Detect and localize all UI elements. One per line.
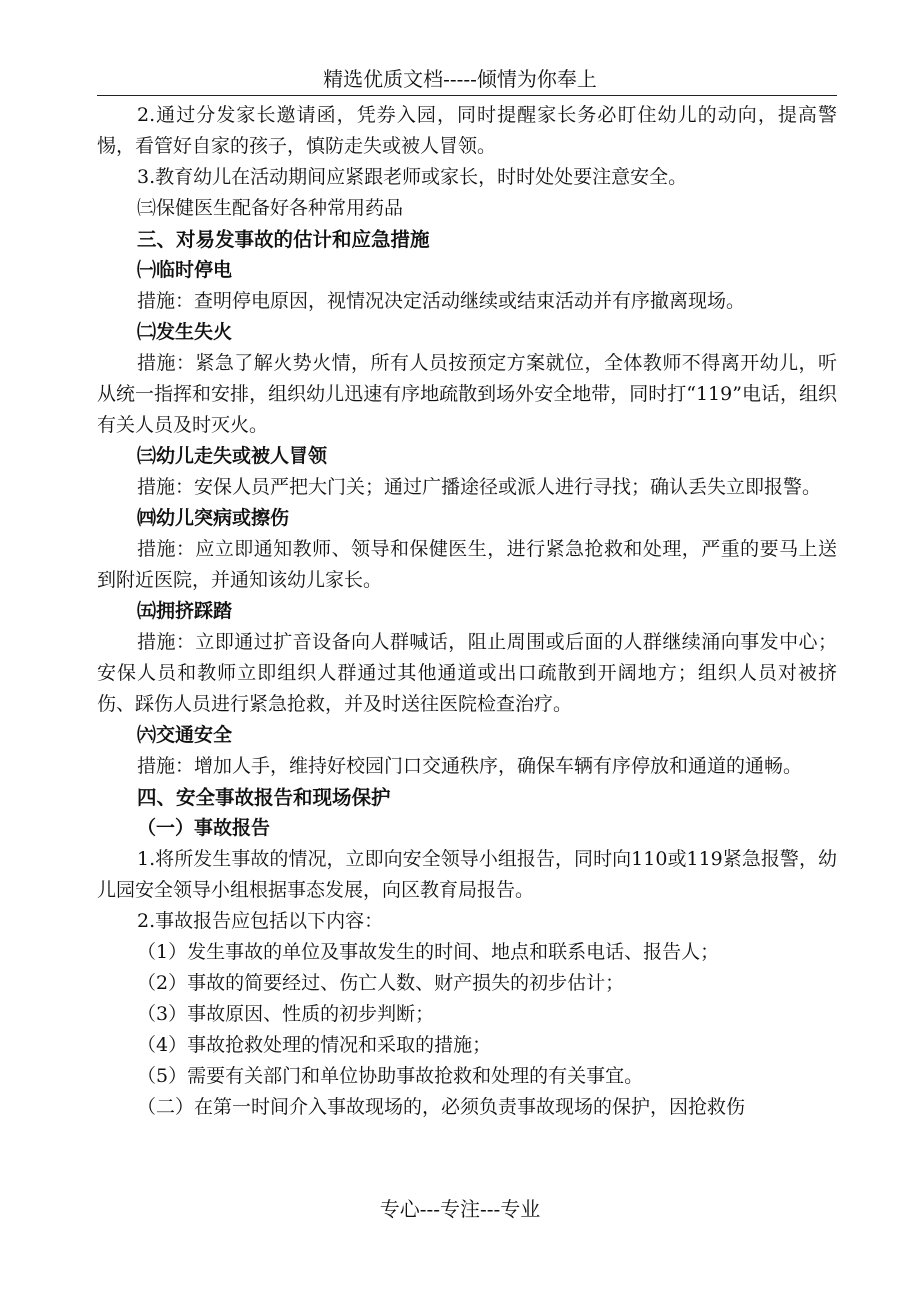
- paragraph: 2.事故报告应包括以下内容：: [137, 910, 384, 932]
- section-heading-3: 三、对易发事故的估计和应急措施: [137, 228, 430, 251]
- header-divider: [97, 95, 837, 96]
- measure-paragraph: 措施：查明停电原因，视情况决定活动继续或结束活动并有序撤离现场。: [137, 290, 746, 312]
- measure-paragraph: 措施：安保人员严把大门关；通过广播途径或派人进行寻找；确认丢失立即报警。: [137, 476, 822, 498]
- subsection-title: ㈡发生失火: [137, 321, 233, 343]
- list-item: （1）发生事故的单位及事故发生的时间、地点和联系电话、报告人；: [137, 941, 720, 963]
- subsection-title: ㈠临时停电: [137, 259, 233, 281]
- measure-paragraph: 措施：增加人手，维持好校园门口交通秩序，确保车辆有序停放和通道的通畅。: [137, 755, 803, 777]
- list-item: （5）需要有关部门和单位协助事故抢救和处理的有关事宜。: [137, 1065, 644, 1087]
- paragraph: 3.教育幼儿在活动期间应紧跟老师或家长，时时处处要注意安全。: [137, 166, 688, 188]
- measure-paragraph: 措施：紧急了解火势火情，所有人员按预定方案就位，全体教师不得离开幼儿，听从统一指挥和安排，组织幼儿迅速有序地疏散到场外安全地带，同时打“119”电话，组织有关人员及时灭火。: [97, 352, 837, 436]
- paragraph: 2.通过分发家长邀请函，凭券入园，同时提醒家长务必盯住幼儿的动向，提高警惕，看管好自家的孩子，慎防走失或被人冒领。: [97, 104, 837, 157]
- list-item: （3）事故原因、性质的初步判断；: [137, 1003, 435, 1025]
- list-item: （2）事故的简要经过、伤亡人数、财产损失的初步估计；: [137, 972, 625, 994]
- subsection-title: ㈥交通安全: [137, 724, 233, 746]
- subsection-title: （一）事故报告: [137, 817, 271, 839]
- section-heading-4: 四、安全事故报告和现场保护: [137, 786, 391, 809]
- paragraph: （二）在第一时间介入事故现场的，必须负责事故现场的保护，因抢救伤: [137, 1096, 746, 1118]
- subsection-title: ㈣幼儿突病或擦伤: [137, 507, 290, 529]
- paragraph: ㈢保健医生配备好各种常用药品: [137, 197, 404, 219]
- paragraph: 1.将所发生事故的情况，立即向安全领导小组报告，同时向110或119紧急报警，幼儿园安全领导小组根据事态发展，向区教育局报告。: [97, 848, 837, 901]
- subsection-title: ㈤拥挤踩踏: [137, 600, 233, 622]
- measure-paragraph: 措施：应立即通知教师、领导和保健医生，进行紧急抢救和处理，严重的要马上送到附近医院，并通知该幼儿家长。: [97, 538, 837, 591]
- page-header: 精选优质文档-----倾情为你奉上: [323, 67, 597, 91]
- list-item: （4）事故抢救处理的情况和采取的措施；: [137, 1034, 492, 1056]
- subsection-title: ㈢幼儿走失或被人冒领: [137, 445, 328, 467]
- measure-paragraph: 措施：立即通过扩音设备向人群喊话，阻止周围或后面的人群继续涌向事发中心；安保人员和教师立即组织人群通过其他通道或出口疏散到开阔地方；组织人员对被挤伤、踩伤人员进行紧急抢救，并及时送往医院检查治疗。: [97, 631, 837, 715]
- document-body: [97, 100, 837, 1123]
- page-footer: 专心---专注---专业: [379, 1197, 541, 1221]
